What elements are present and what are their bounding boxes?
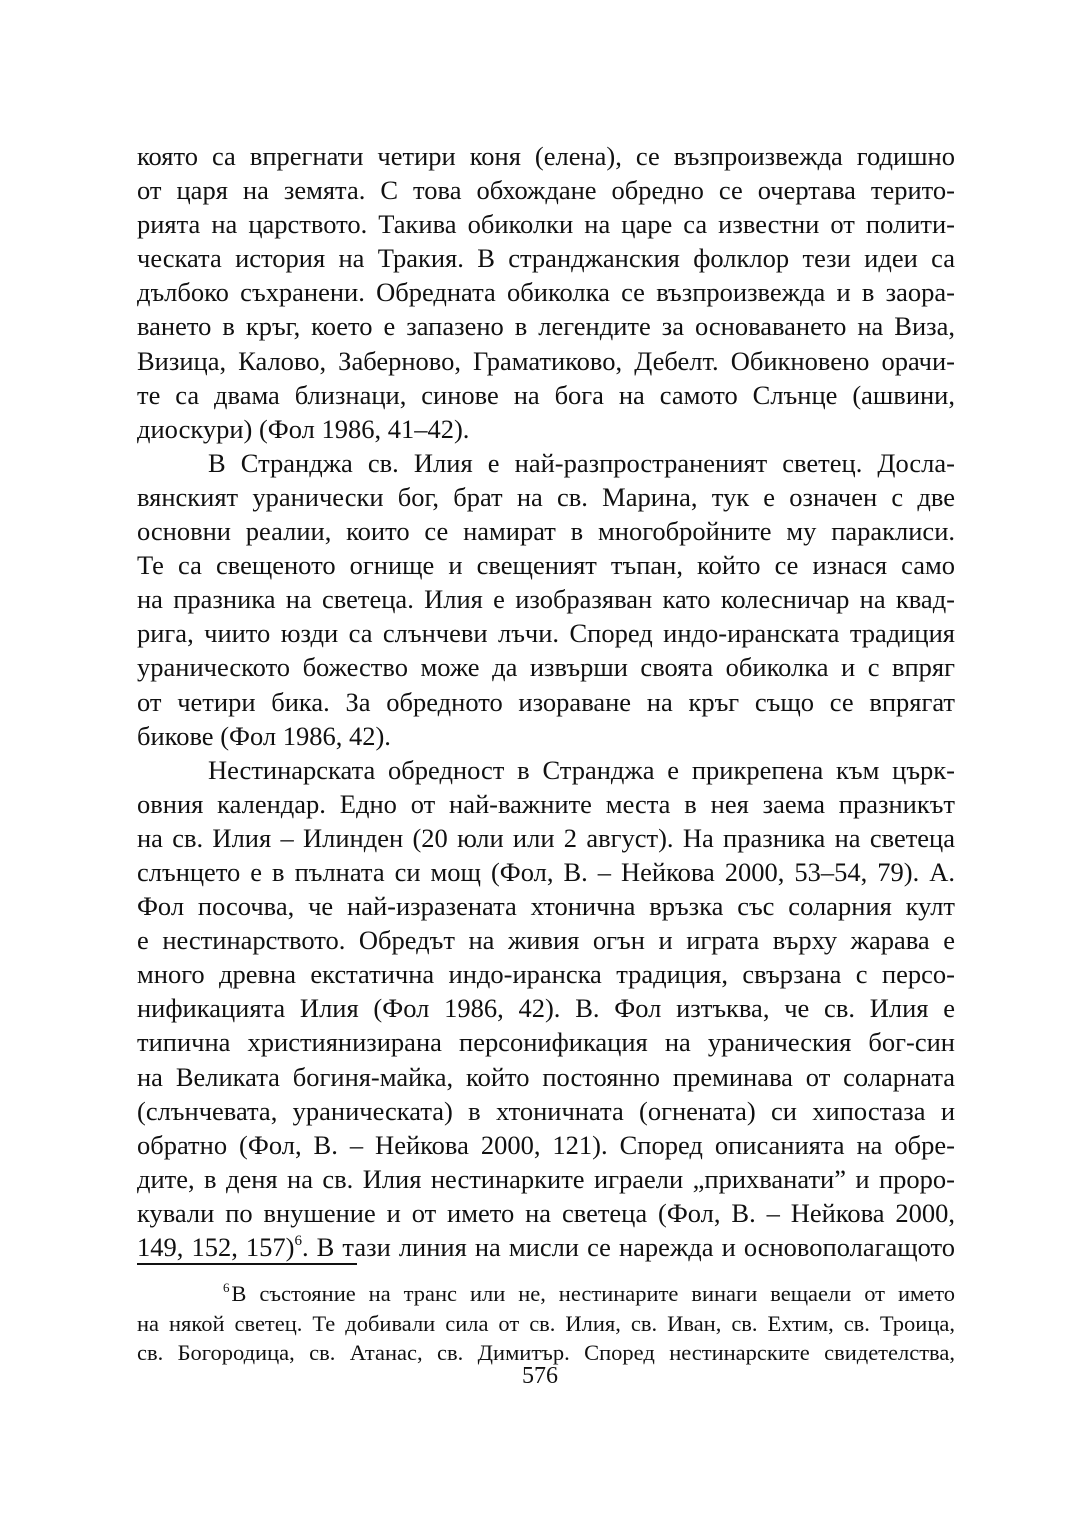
text-line: дите, в деня на св. Илия нестинарките играели „прихванати” и проро- <box>137 1163 955 1194</box>
text-line: нификацията Илия (Фол 1986, 42). В. Фол изтъква, че св. Илия е <box>137 993 955 1024</box>
text-line: обратно (Фол, В. – Нейкова 2000, 121). Според описанията на обре- <box>137 1129 955 1160</box>
footnote-line: на някой светец. Те добивали сила от св. Илия, св. Иван, св. Ехтим, св. Троица, <box>137 1310 955 1336</box>
text-line <box>137 1230 955 1264</box>
text-line: много древна екстатична индо-иранска традиция, свързана с персо- <box>137 959 955 990</box>
text-line: Фол посочва, че най-изразената хтонична връзка със соларния култ <box>137 891 955 922</box>
text-line: е нестинарството. Обредът на живия огън и играта върху жарава е <box>137 925 955 956</box>
text-line: ването в кръг, което е запазено в легендите за основаването на Виза, <box>137 311 955 342</box>
text-line: на Великата богиня-майка, който постоянно преминава от соларната <box>137 1061 955 1092</box>
text-line: В Странджа св. Илия е най-разпространеният светец. Досла- <box>208 447 955 478</box>
text-line: от четири бика. За обредното изораване на кръг също се впрягат <box>137 686 955 717</box>
footnote-separator <box>137 1263 357 1265</box>
text-line: (слънчевата, ураническата) в хтоничната (огнената) си хипостаза и <box>137 1095 955 1126</box>
text-line: те са двама близнаци, синове на бога на самото Слънце (ашвини, <box>137 379 955 410</box>
text-fragment: 149, 152, 157) <box>137 1232 295 1262</box>
text-line: ческата история на Тракия. В странджанския фолклор тези идеи са <box>137 243 955 274</box>
text-line: на св. Илия – Илинден (20 юли или 2 август). На празника на светеца <box>137 822 955 853</box>
text-line: кували по внушение и от името на светеца (Фол, В. – Нейкова 2000, <box>137 1197 955 1228</box>
text-line: която са впрегнати четири коня (елена), се възпроизвежда годишно <box>137 141 955 171</box>
text-line: слънцето е в пълната си мощ (Фол, В. – Нейкова 2000, 53–54, 79). А. <box>137 856 955 887</box>
text-line: дълбоко съхранени. Обредната обиколка се възпроизвежда и в заора- <box>137 277 955 308</box>
text-line: на празника на светеца. Илия е изобразяван като колесничар на квад- <box>137 584 955 615</box>
footnote-marker: 6 <box>223 1280 230 1295</box>
page-number: 576 <box>522 1363 558 1389</box>
text-line: основни реалии, които се намират в многобройните му параклиси. <box>137 516 955 547</box>
text-line: от царя на земята. С това обхождане обредно се очертава терито- <box>137 175 955 206</box>
text-fragment: В състояние на транс или не, нестинарите винаги вещаели от името <box>231 1281 955 1306</box>
text-line: ураническото божество може да извърши своята обиколка и с впряг <box>137 652 955 683</box>
text-line: вянският уранически бог, брат на св. Марина, тук е означен с две <box>137 481 955 512</box>
text-line: Визица, Калово, Заберново, Граматиково, Дебелт. Обикновено орачи- <box>137 345 955 376</box>
footnote-reference[interactable]: 6 <box>294 1233 302 1249</box>
footnote-line <box>137 1279 955 1309</box>
text-line: Те са свещеното огнище и свещеният тъпан, който се изнася само <box>137 550 955 581</box>
body-text <box>137 139 955 1264</box>
text-line: бикове (Фол 1986, 42). <box>137 720 391 751</box>
text-line: рията на царството. Такива обиколки на царе са известни от полити- <box>137 209 955 240</box>
text-line: рига, чиито юзди са слънчеви лъчи. Според индо-иранската традиция <box>137 618 955 649</box>
text-line: овния календар. Едно от най-важните места в нея заема празникът <box>137 788 955 819</box>
footnote-line: св. Богородица, св. Атанас, св. Димитър. Според нестинарските свидетелства, <box>137 1340 955 1365</box>
text-fragment: . В тази линия на мисли се нарежда и основополагащото <box>301 1232 955 1262</box>
text-line: диоскури) (Фол 1986, 41–42). <box>137 413 470 444</box>
text-line: типична християнизирана персонификация на ураническия бог-син <box>137 1027 955 1058</box>
footnote <box>137 1279 955 1368</box>
text-line: Нестинарската обредност в Странджа е прикрепена към църк- <box>208 754 955 785</box>
